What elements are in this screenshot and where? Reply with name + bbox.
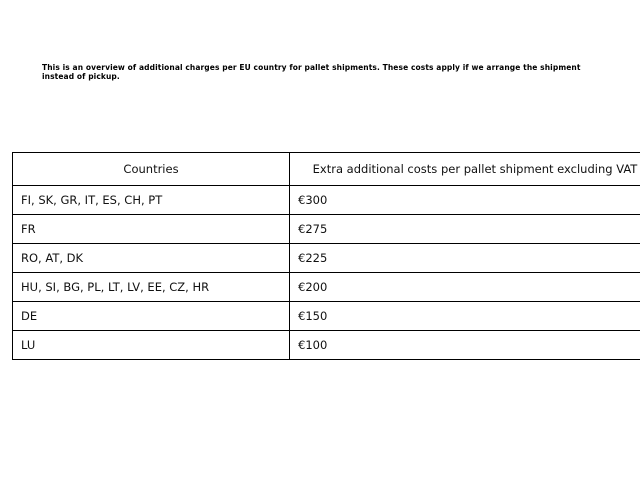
table-row — [13, 244, 640, 273]
table-row — [13, 273, 640, 302]
table-row — [13, 302, 640, 331]
cell-countries: LU — [13, 331, 290, 360]
cell-cost: €100 — [290, 331, 640, 360]
cell-cost: €200 — [290, 273, 640, 302]
header-cost: Extra additional costs per pallet shipment excluding VAT — [290, 153, 640, 186]
table-row — [13, 331, 640, 360]
cell-countries: FR — [13, 215, 290, 244]
intro-paragraph: This is an overview of additional charges per EU country for pallet shipments. These costs apply if we arrange the shipment instead of pickup. — [42, 63, 581, 81]
cell-cost: €225 — [290, 244, 640, 273]
header-countries: Countries — [13, 153, 290, 186]
charges-table-container — [12, 152, 638, 360]
cell-cost: €275 — [290, 215, 640, 244]
cell-countries: FI, SK, GR, IT, ES, CH, PT — [13, 186, 290, 215]
table-header-row — [13, 153, 640, 186]
cell-countries: DE — [13, 302, 290, 331]
cell-cost: €150 — [290, 302, 640, 331]
cell-countries: RO, AT, DK — [13, 244, 290, 273]
cell-countries: HU, SI, BG, PL, LT, LV, EE, CZ, HR — [13, 273, 290, 302]
table-row — [13, 186, 640, 215]
cell-cost: €300 — [290, 186, 640, 215]
table-row — [13, 215, 640, 244]
charges-table — [12, 152, 640, 360]
